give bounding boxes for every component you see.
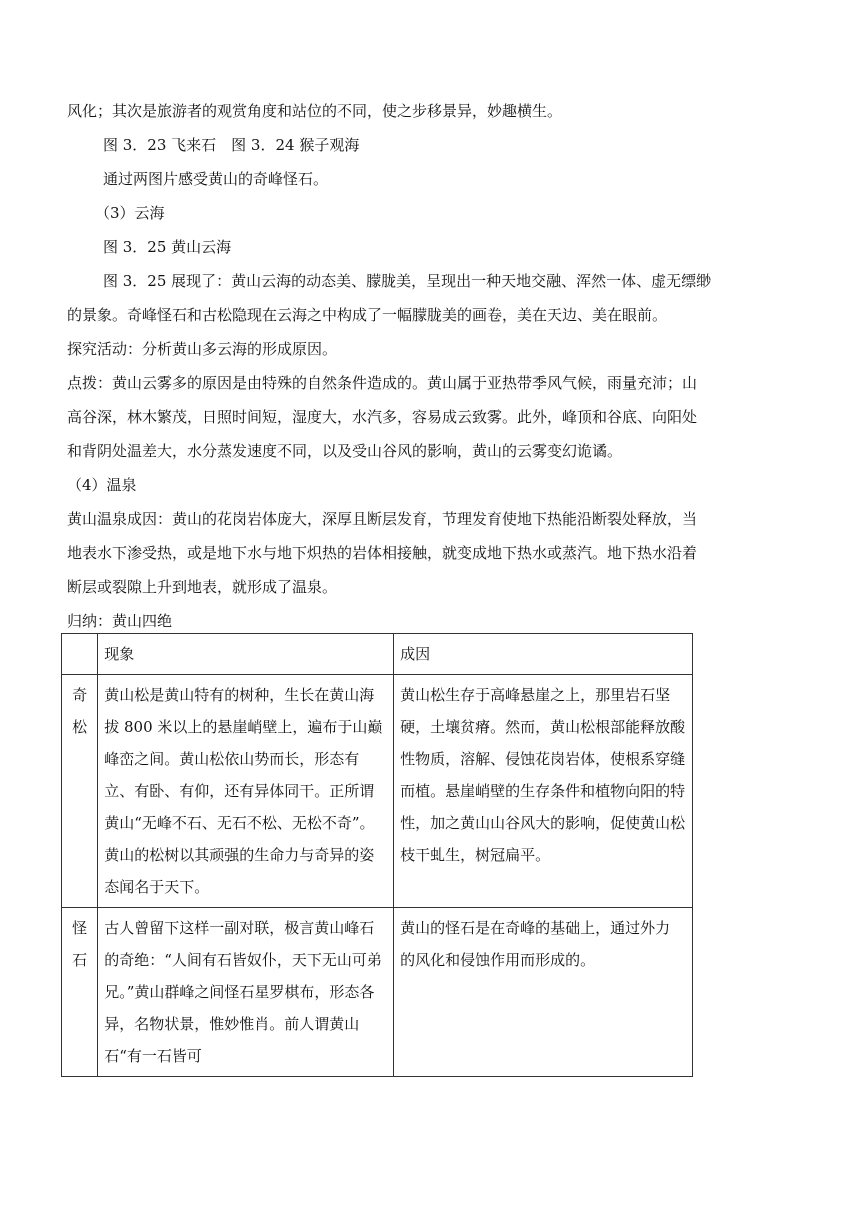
cell-rock-phenomenon: 古人曾留下这样一副对联，极言黄山峰石的奇绝：“人间有石皆奴仆，天下无山可弟兄。”黄山群峰之间怪石星罗棋布，形态各异，名物状景，惟妙惟肖。前人谓黄山石“有一石皆可 (98, 908, 394, 1077)
section-heading-hot-spring: （4）温泉 (67, 476, 137, 494)
paragraph-cloud-sea-line2: 的景象。奇峰怪石和古松隐现在云海之中构成了一幅朦胧美的画卷，美在天边、美在眼前。 (67, 306, 668, 324)
paragraph-weathering: 风化；其次是旅游者的观赏角度和站位的不同，使之步移景异，妙趣横生。 (67, 102, 563, 120)
table-header-row (62, 634, 693, 675)
table-header-blank (62, 634, 98, 675)
row-label-rock (62, 908, 98, 1077)
table-header-phenomenon: 现象 (98, 634, 394, 675)
paragraph-hot-spring-line2: 地表水下渗受热，或是地下水与地下炽热的岩体相接触，就变成地下热水或蒸汽。地下热水沿着 (67, 544, 698, 562)
cell-pine-cause: 黄山松生存于高峰悬崖之上，那里岩石坚硬，土壤贫瘠。然而，黄山松根部能释放酸性物质，溶解、侵蚀花岗岩体，使根系穿缝而植。悬崖峭壁的生存条件和植物向阳的特性，加之黄山山谷风大的影响，促使黄山松枝干虬生，树冠扁平。 (394, 675, 693, 908)
paragraph-feel-peaks: 通过两图片感受黄山的奇峰怪石。 (103, 170, 329, 188)
paragraph-hint-line2: 高谷深，林木繁茂，日照时间短，湿度大，水汽多，容易成云致雾。此外，峰顶和谷底、向阳处 (67, 408, 698, 426)
row-label-pine (62, 675, 98, 908)
section-heading-cloud-sea: （3）云海 (95, 204, 165, 222)
cell-rock-cause (394, 908, 693, 1077)
paragraph-hint-line3: 和背阴处温差大，水分蒸发速度不同，以及受山谷风的影响，黄山的云雾变幻诡谲。 (67, 442, 623, 460)
cell-rock-cause-line2: 的风化和侵蚀作用而形成的。 (400, 951, 596, 969)
paragraph-summary-heading: 归纳：黄山四绝 (67, 612, 173, 630)
paragraph-inquiry-activity: 探究活动：分析黄山多云海的形成原因。 (67, 340, 338, 358)
row-label-rock-text: 怪石 (72, 919, 88, 969)
row-label-pine-text: 奇松 (72, 686, 88, 736)
paragraph-hot-spring-line1: 黄山温泉成因：黄山的花岗岩体庞大，深厚且断层发育，节理发育使地下热能沿断裂处释放，当 (67, 510, 698, 528)
cell-rock-cause-line1: 黄山的怪石是在奇峰的基础上，通过外力 (400, 919, 671, 937)
table-row (62, 675, 693, 908)
figure-caption-3-23-3-24: 图 3．23 飞来石 图 3．24 猴子观海 (103, 136, 360, 154)
paragraph-hint-line1: 点拨：黄山云雾多的原因是由特殊的自然条件造成的。黄山属于亚热带季风气候，雨量充沛；山 (67, 374, 698, 392)
cell-pine-phenomenon: 黄山松是黄山特有的树种，生长在黄山海拔 800 米以上的悬崖峭壁上，遍布于山巅峰峦之间。黄山松依山势而长，形态有立、有卧、有仰，还有异体同干。正所谓黄山“无峰不石、无石不松、无松不奇”。黄山的松树以其顽强的生命力与奇异的姿态闻名于天下。 (98, 675, 394, 908)
table-header-cause: 成因 (394, 634, 693, 675)
paragraph-cloud-sea-line1: 图 3．25 展现了：黄山云海的动态美、朦胧美，呈现出一种天地交融、浑然一体、虚无缥缈 (103, 272, 712, 290)
figure-caption-3-25: 图 3．25 黄山云海 (103, 238, 232, 256)
four-wonders-table (61, 633, 693, 1077)
table-row (62, 908, 693, 1077)
paragraph-hot-spring-line3: 断层或裂隙上升到地表，就形成了温泉。 (67, 578, 338, 596)
